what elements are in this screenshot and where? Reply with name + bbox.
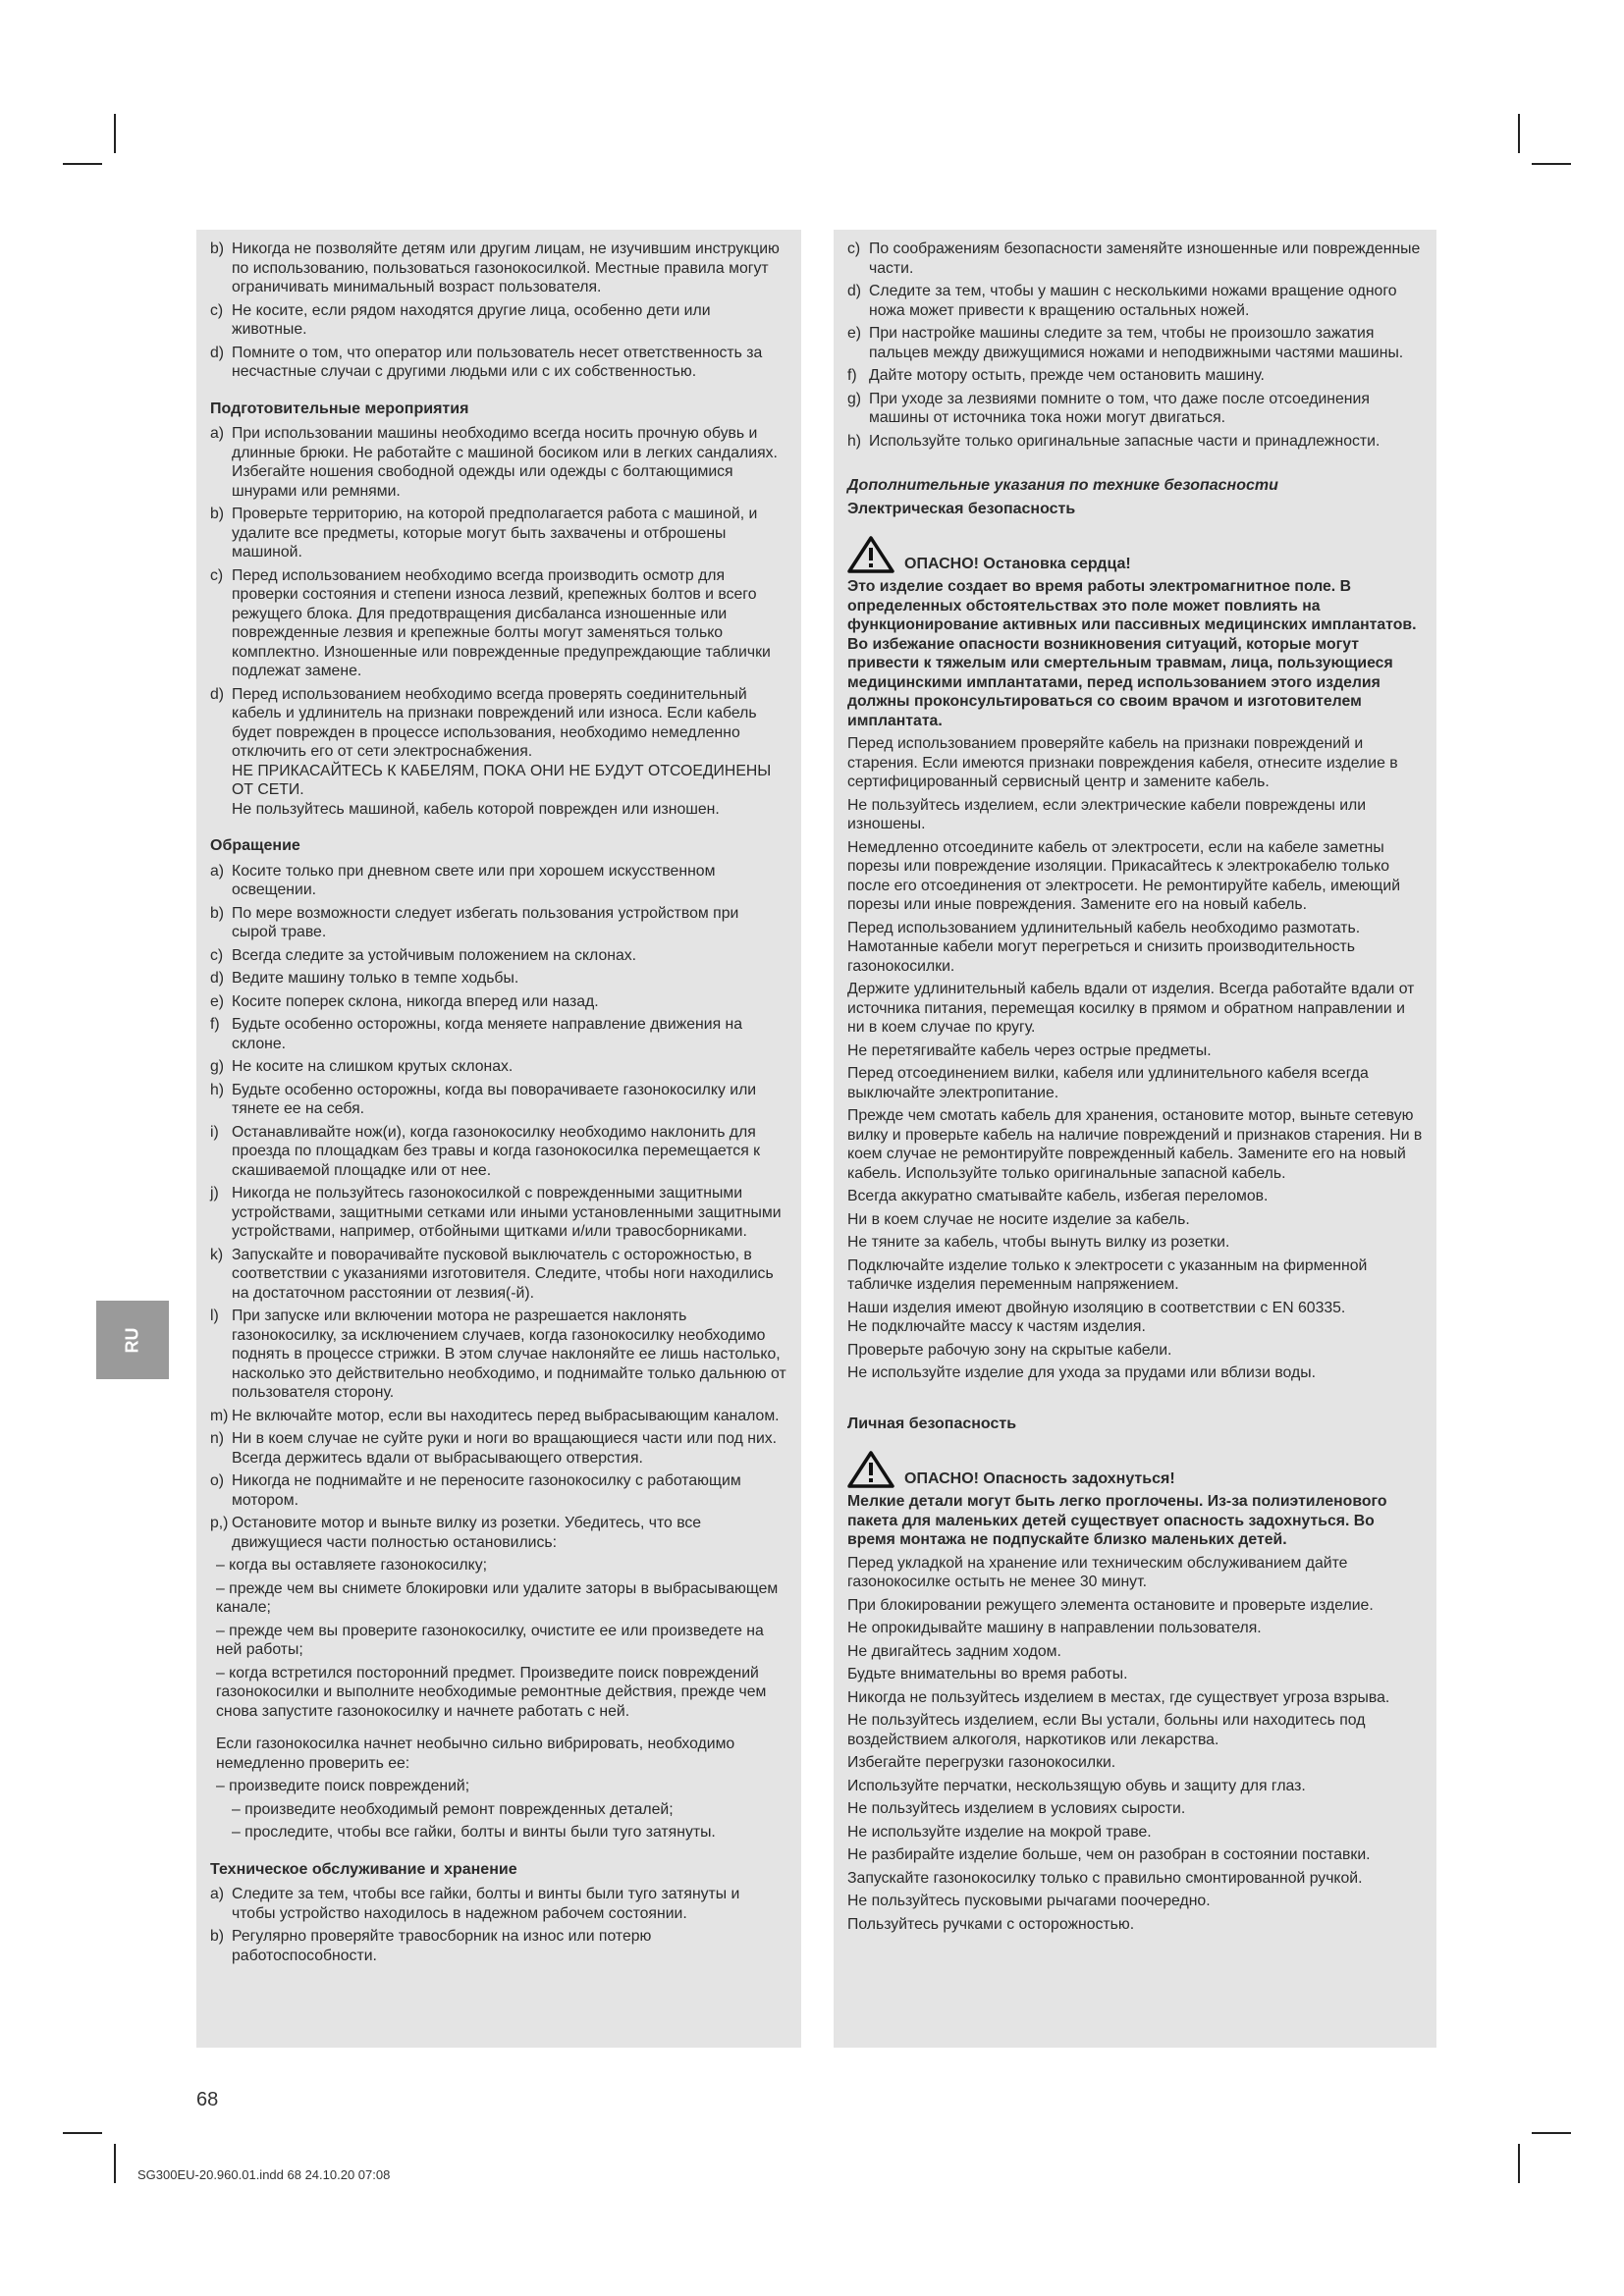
list-item-label: p,) <box>210 1515 229 1531</box>
list-item-label: a) <box>210 425 225 442</box>
list-item-text: При уходе за лезвиями помните о том, что даже после отсоединения машины от источника тока ножи могут двигаться. <box>869 390 1370 426</box>
list-item-text: Запускайте и поворачивайте пусковой выключатель с осторожностью, в соответствии с указаниями изготовителя. Следите, чтобы ноги находились на достаточном расстоянии от лезвия(-й). <box>232 1246 774 1302</box>
danger-suffocation <box>847 1451 1423 1488</box>
language-tab <box>96 1301 169 1379</box>
list-item-label: e) <box>210 992 225 1010</box>
paragraph: Перед использованием удлинительный кабель необходимо размотать. Намотанные кабели могут перегреться и снизить производительность газонокосилки. <box>847 919 1361 975</box>
list-item-label: d) <box>847 283 862 299</box>
list-item <box>210 344 787 382</box>
list-item-text: Никогда не пользуйтесь газонокосилкой с поврежденными защитными устройствами, защитными сетками или иными установленными защитными устройствами, например, отбойными щитками и/или травосборниками. <box>232 1185 782 1240</box>
list-item <box>210 424 787 501</box>
list-item <box>210 1123 787 1181</box>
paragraph: Перед отсоединением вилки, кабеля или удлинительного кабеля всегда выключайте электропитание. <box>847 1065 1369 1101</box>
list-item-text: Остановите мотор и выньте вилку из розетки. Убедитесь, что все движущиеся части полностью остановились: <box>232 1515 702 1551</box>
paragraph: Всегда аккуратно сматывайте кабель, избегая переломов. <box>847 1188 1269 1204</box>
list-item <box>210 1246 787 1304</box>
list-item-text: Косите поперек склона, никогда вперед или назад. <box>232 992 599 1010</box>
list-item-text: Останавливайте нож(и), когда газонокосилку необходимо наклонить для проезда по площадкам без травы и когда газонокосилка перемещается к скашиваемой площадке или от нее. <box>232 1123 761 1179</box>
list-item-text: Помните о том, что оператор или пользователь несет ответственность за несчастные случаи с другими людьми или с их собственностью. <box>232 344 763 380</box>
list-item-label: l) <box>210 1308 219 1324</box>
list-item-text: Будьте особенно осторожны, когда вы поворачиваете газонокосилку или тянете ее на себя. <box>232 1081 757 1117</box>
list-item <box>210 1885 787 1923</box>
list-top-right <box>847 240 1423 451</box>
list-item-label: h) <box>210 1081 225 1098</box>
list-item <box>210 992 787 1012</box>
heading-maintenance: Техническое обслуживание и хранение <box>210 1860 517 1878</box>
list-item <box>210 1307 787 1403</box>
list-item <box>847 432 1423 452</box>
paragraph: Никогда не пользуйтесь изделием в местах, где существует угроза взрыва. <box>847 1688 1390 1706</box>
crop-mark <box>1518 114 1520 153</box>
language-tab-label: RU <box>122 1327 142 1353</box>
list-item-text: Не косите, если рядом находятся другие лица, особенно дети или животные. <box>232 301 711 338</box>
paragraph: Держите удлинительный кабель вдали от изделия. Всегда работайте вдали от источника питания, перемещая косилку в прямом и обратном направлении и ни в коем случае по кругу. <box>847 981 1415 1036</box>
list-item <box>210 566 787 681</box>
vibration-intro: Если газонокосилка начнет необычно сильно вибрировать, необходимо немедленно проверить ее: <box>216 1735 735 1772</box>
crop-mark <box>1532 163 1571 165</box>
danger-heart-title: ОПАСНО! Остановка сердца! <box>904 555 1131 572</box>
paragraph: Не пользуйтесь пусковыми рычагами поочередно. <box>847 1893 1211 1909</box>
list-item-text: Ведите машину только в темпе ходьбы. <box>232 970 519 987</box>
paragraph: При блокировании режущего элемента остановите и проверьте изделие. <box>847 1596 1374 1614</box>
paragraph: Не пользуйтесь изделием в условиях сырости. <box>847 1800 1186 1817</box>
list-item <box>210 685 787 820</box>
list-item-text: Всегда следите за устойчивым положением на склонах. <box>232 946 637 964</box>
list-item-label: h) <box>847 432 862 450</box>
paragraph: Немедленно отсоедините кабель от электросети, если на кабеле заметны порезы или повреждение изоляции. Прикасайтесь к электрокабелю только после его отсоединения от электросети. Не ремонтируйте кабель, имеющий порезы или иные повреждения. Замените его на новый кабель. <box>847 838 1401 913</box>
list-item-text: Регулярно проверяйте травосборник на износ или потерю работоспособности. <box>232 1928 652 1964</box>
list-item-text: Не включайте мотор, если вы находитесь перед выбрасывающим каналом. <box>232 1407 780 1424</box>
list-item-label: b) <box>210 240 225 257</box>
list-item-text: Дайте мотору остыть, прежде чем остановить машину. <box>869 367 1265 384</box>
paragraph: Перед укладкой на хранение или техническим обслуживанием дайте газонокосилке остыть не менее 30 минут. <box>847 1554 1348 1590</box>
crop-mark <box>1518 2144 1520 2183</box>
page-number: 68 <box>196 2089 219 2110</box>
sub-item: – когда встретился посторонний предмет. Произведите поиск повреждений газонокосилки и выполните необходимые ремонтные действия, прежде чем снова запустите газонокосилку и начнете работать с ней. <box>216 1664 767 1720</box>
list-top <box>210 240 787 382</box>
list-item-label: j) <box>210 1185 219 1201</box>
list-item-text: Косите только при дневном свете или при хорошем искусственном освещении. <box>232 862 716 898</box>
list-item-text: По мере возможности следует избегать пользования устройством при сырой траве. <box>232 904 739 940</box>
crop-mark <box>63 2132 102 2134</box>
list-item <box>210 862 787 900</box>
paragraph: Не пользуйтесь изделием, если Вы устали, больны или находитесь под воздействием алкоголя, наркотиков или лекарства. <box>847 1712 1366 1748</box>
list-item <box>210 1429 787 1468</box>
sub-item: – когда вы оставляете газонокосилку; <box>216 1557 488 1574</box>
paragraph: Избегайте перегрузки газонокосилки. <box>847 1754 1116 1771</box>
list-item-label: i) <box>210 1123 219 1141</box>
list-item-text: Не косите на слишком крутых склонах. <box>232 1058 514 1075</box>
list-preparation <box>210 424 787 819</box>
list-electric-safety <box>847 734 1423 1383</box>
list-stop-conditions <box>210 1556 787 1721</box>
sub-item: – прежде чем вы снимете блокировки или удалите заторы в выбрасывающем канале; <box>216 1579 779 1616</box>
crop-mark <box>114 2144 116 2183</box>
list-item-text: При запуске или включении мотора не разрешается наклонять газонокосилку, за исключением случаев, когда газонокосилку необходимо поднять в процессе стрижки. В этом случае наклоняйте ее лишь настолько, насколько это действительно необходимо, и поднимайте только дальнюю от пользователя сторону. <box>232 1308 786 1401</box>
list-item-label: b) <box>210 904 225 922</box>
heading-personal-safety: Личная безопасность <box>847 1415 1017 1432</box>
list-item <box>210 1015 787 1053</box>
paragraph: Используйте перчатки, нескользящую обувь и защиту для глаз. <box>847 1777 1306 1794</box>
heading-handling: Обращение <box>210 837 300 854</box>
paragraph: Не двигайтесь задним ходом. <box>847 1642 1061 1660</box>
danger-suffocation-title: ОПАСНО! Опасность задохнуться! <box>904 1469 1175 1487</box>
list-item-text: Будьте особенно осторожны, когда меняете направление движения на склоне. <box>232 1016 743 1052</box>
list-item-label: e) <box>847 325 862 342</box>
list-item-label: f) <box>210 1016 220 1033</box>
sub-item: – проследите, чтобы все гайки, болты и винты были туго затянуты. <box>232 1824 716 1841</box>
paragraph: Наши изделия имеют двойную изоляцию в соответствии с EN 60335. Не подключайте массу к частям изделия. <box>847 1299 1346 1335</box>
list-item-text: При настройке машины следите за тем, чтобы не произошло зажатия пальцев между движущимися ножами и неподвижными частями машины. <box>869 325 1404 361</box>
list-item <box>210 1081 787 1119</box>
list-item-text: При использовании машины необходимо всегда носить прочную обувь и длинные брюки. Не работайте с машиной босиком или в легких сандалиях. Избегайте ношения свободной одежды или одежды с болтающимися шнурами или ремнями. <box>232 425 778 500</box>
list-item <box>210 904 787 942</box>
list-item-text: Следите за тем, чтобы у машин с несколькими ножами вращение одного ножа может привести к вращению остальных ножей. <box>869 283 1397 319</box>
list-item-label: g) <box>210 1058 225 1075</box>
list-item-text: По соображениям безопасности заменяйте изношенные или поврежденные части. <box>869 240 1421 277</box>
sub-item: – произведите поиск повреждений; <box>216 1778 470 1794</box>
paragraph: Не используйте изделие для ухода за прудами или вблизи воды. <box>847 1364 1316 1381</box>
list-item-text: Перед использованием необходимо всегда проверять соединительный кабель и удлинитель на признаки повреждений или износа. Если кабель будет поврежден в процессе использования, необходимо немедленно отключить его от сети электроснабжения. НЕ ПРИКАСАЙТЕСЬ К КАБЕЛЯМ, ПОКА ОНИ НЕ БУДУТ ОТСОЕДИНЕНЫ ОТ СЕТИ. Не пользуйтесь машиной, кабель которой поврежден или изношен. <box>232 685 772 818</box>
list-item <box>210 946 787 966</box>
paragraph: Перед использованием проверяйте кабель на признаки повреждений и старения. Если имеются признаки повреждения кабеля, отнесите изделие в сертифицированный сервисный центр и замените кабель. <box>847 735 1398 790</box>
warning-triangle-icon <box>847 1451 894 1488</box>
warning-triangle-icon <box>847 536 894 573</box>
list-item <box>847 282 1423 320</box>
list-item <box>210 240 787 297</box>
list-item <box>210 969 787 988</box>
crop-mark <box>63 163 102 165</box>
list-vibration-checks <box>210 1777 787 1842</box>
list-item-label: n) <box>210 1430 225 1447</box>
list-item-label: c) <box>847 240 861 257</box>
sub-item: – произведите необходимый ремонт поврежденных деталей; <box>232 1800 674 1818</box>
list-item-label: d) <box>210 970 225 987</box>
list-item <box>847 240 1423 278</box>
paragraph: Не используйте изделие на мокрой траве. <box>847 1823 1152 1841</box>
list-item <box>210 505 787 562</box>
list-item-text: Проверьте территорию, на которой предполагается работа с машиной, и удалите все предметы, которые могут быть захвачены и отброшены машиной. <box>232 506 758 561</box>
paragraph: Не тяните за кабель, чтобы вынуть вилку из розетки. <box>847 1234 1230 1251</box>
crop-mark <box>114 114 116 153</box>
list-item-text: Никогда не поднимайте и не переносите газонокосилку с работающим мотором. <box>232 1472 741 1509</box>
list-item <box>847 324 1423 362</box>
list-handling <box>210 862 787 1553</box>
list-item-text: Перед использованием необходимо всегда производить осмотр для проверки состояния и степени износа лезвий, крепежных болтов и всего режущего блока. Для предотвращения дисбаланса изношенные или поврежденные лезвия и крепежные болты могут заменяться только комплектно. Изношенные или поврежденные предупреждающие таблички подлежат замене. <box>232 566 771 679</box>
paragraph: Не разбирайте изделие больше, чем он разобран в состоянии поставки. <box>847 1846 1371 1863</box>
list-item-text: Ни в коем случае не суйте руки и ноги во вращающиеся части или под них. Всегда держитесь вдали от выбрасывающего отверстия. <box>232 1430 778 1467</box>
list-item <box>210 1471 787 1510</box>
list-personal-safety <box>847 1554 1423 1935</box>
paragraph: Не опрокидывайте машину в направлении пользователя. <box>847 1620 1262 1636</box>
list-item <box>210 1514 787 1552</box>
paragraph: Не пользуйтесь изделием, если электрические кабели повреждены или изношены. <box>847 796 1367 832</box>
list-item-text: Следите за тем, чтобы все гайки, болты и винты были туго затянуты и чтобы устройство находилось в надежном рабочем состоянии. <box>232 1886 740 1922</box>
list-item-label: c) <box>210 946 224 964</box>
danger-heart <box>847 536 1423 573</box>
list-item-label: f) <box>847 367 857 384</box>
list-item-label: k) <box>210 1246 224 1263</box>
list-item-label: m) <box>210 1407 229 1424</box>
list-item-label: g) <box>847 390 862 407</box>
list-item-label: d) <box>210 685 225 703</box>
paragraph: Запускайте газонокосилку только с правильно смонтированной ручкой. <box>847 1869 1363 1887</box>
paragraph: Прежде чем смотать кабель для хранения, остановите мотор, выньте сетевую вилку и проверьте кабель на наличие повреждений и признаков старения. Ни в коем случае не ремонтируйте поврежденный кабель. Замените его на новый кабель. Используйте только оригинальные запасной кабель. <box>847 1107 1423 1182</box>
paragraph: Пользуйтесь ручками с осторожностью. <box>847 1915 1135 1933</box>
heading-electric-safety: Электрическая безопасность <box>847 500 1076 517</box>
paragraph: Проверьте рабочую зону на скрытые кабели. <box>847 1341 1172 1359</box>
sub-item: – прежде чем вы проверите газонокосилку, очистите ее или произведете на ней работы; <box>216 1622 764 1658</box>
print-footer: SG300EU-20.960.01.indd 68 24.10.20 07:08 <box>137 2167 391 2182</box>
list-item-label: d) <box>210 344 225 361</box>
paragraph: Не перетягивайте кабель через острые предметы. <box>847 1041 1212 1059</box>
paragraph: Подключайте изделие только к электросети с указанным на фирменной табличке изделия переменным напряжением. <box>847 1256 1368 1293</box>
list-item-label: c) <box>210 301 224 319</box>
list-item-text: Используйте только оригинальные запасные части и принадлежности. <box>869 432 1380 450</box>
list-item <box>847 390 1423 428</box>
danger-suffocation-text: Мелкие детали могут быть легко проглочены. Из-за полиэтиленового пакета для маленьких детей существует опасность задохнуться. Во время монтажа не подпускайте близко маленьких детей. <box>847 1493 1387 1548</box>
list-maintenance <box>210 1885 787 1965</box>
list-item <box>210 1184 787 1242</box>
list-item-label: o) <box>210 1472 225 1489</box>
paragraph: Ни в коем случае не носите изделие за кабель. <box>847 1210 1190 1228</box>
heading-additional-safety: Дополнительные указания по технике безопасности <box>847 477 1278 494</box>
list-item <box>210 1927 787 1965</box>
list-item-label: a) <box>210 1886 225 1902</box>
list-item <box>210 301 787 340</box>
left-column <box>196 230 801 2048</box>
list-item-label: c) <box>210 566 224 584</box>
crop-mark <box>1532 2132 1571 2134</box>
list-item-label: b) <box>210 506 225 522</box>
list-item <box>847 366 1423 386</box>
list-item-text: Никогда не позволяйте детям или другим лицам, не изучившим инструкцию по использованию, пользоваться газонокосилкой. Местные правила могут ограничивать минимальный возраст пользователя. <box>232 240 780 295</box>
danger-heart-text: Это изделие создает во время работы электромагнитное поле. В определенных обстоятельствах это поле может повлиять на функционирование активных или пассивных медицинских имплантатов. Во избежание опасности возникновения ситуаций, которые могут привести к тяжелым или смертельным травмам, лица, пользующиеся медицинскими имплантатами, перед использованием этого изделия должны проконсультироваться со своим врачом и изготовителем имплантата. <box>847 578 1417 729</box>
list-item <box>210 1407 787 1426</box>
right-column <box>834 230 1436 2048</box>
paragraph: Будьте внимательны во время работы. <box>847 1666 1128 1682</box>
list-item-label: b) <box>210 1928 225 1945</box>
list-item <box>210 1057 787 1077</box>
list-item-label: a) <box>210 862 225 880</box>
heading-preparation: Подготовительные мероприятия <box>210 400 469 417</box>
